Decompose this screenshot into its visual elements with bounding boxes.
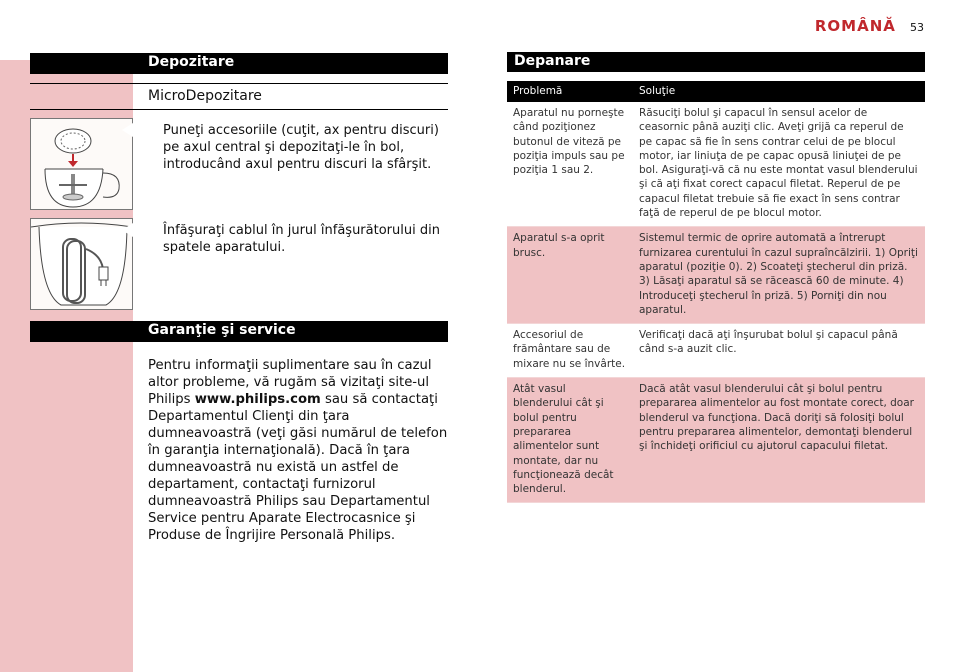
troubleshooting-title: Depanare	[514, 53, 591, 69]
storage-section-bar	[30, 53, 448, 74]
pointer-arrow	[122, 123, 133, 137]
storage-subtitle: MicroDepozitare	[148, 88, 262, 104]
divider	[30, 83, 448, 84]
table-row	[507, 324, 925, 378]
bowl-icon	[31, 119, 132, 209]
cord-wrap-illustration	[30, 218, 133, 310]
problem-cell: Atât vasul blenderului cât şi bolul pentru prepararea alimentelor sunt montate, dar nu funcţionează decât blenderul.	[507, 378, 633, 503]
solution-cell: Verificaţi dacă aţi înşurubat bolul şi capacul până când s-a auzit clic.	[633, 324, 925, 378]
guarantee-section-bar	[30, 321, 448, 342]
column-header-solution: Soluţie	[633, 81, 925, 102]
table-header-row	[507, 81, 925, 102]
problem-cell: Aparatul s-a oprit brusc.	[507, 227, 633, 324]
troubleshooting-table	[507, 81, 925, 503]
guarantee-title: Garanţie şi service	[148, 322, 296, 338]
pointer-arrow	[122, 223, 133, 237]
troubleshooting-section-bar	[507, 52, 925, 72]
storage-step-2: Înfăşuraţi cablul în jurul înfăşurătorului din spatele aparatului.	[163, 223, 440, 255]
storage-title: Depozitare	[148, 54, 235, 70]
guarantee-text-before: Pentru informaţii suplimentare sau în cazul altor probleme, vă rugăm să vizitaţi site-ul Philips	[148, 358, 432, 407]
page-number: 53	[910, 21, 924, 34]
table-row	[507, 102, 925, 227]
problem-cell: Aparatul nu porneşte când poziţionez butonul de viteză pe poziţia impuls sau pe poziţia 1 sau 2.	[507, 102, 633, 227]
column-header-problem: Problemă	[507, 81, 633, 102]
solution-cell: Sistemul termic de oprire automată a întrerupt furnizarea curentului în cazul supraîncălzirii. 1) Opriţi aparatul (poziţie 0). 2) Scoateţi ştecherul din priză. 3) Lăsaţi aparatul să se răcească 60 de minute. 4) Introduceţi ştecherul în priză. 5) Porniţi din nou aparatul.	[633, 227, 925, 324]
guarantee-text	[148, 357, 449, 544]
problem-cell: Accesoriul de frământare sau de mixare nu se învârte.	[507, 324, 633, 378]
table-row	[507, 227, 925, 324]
guarantee-text-after: sau să contactaţi Departamentul Clienţi din ţara dumneavoastră (veţi găsi numărul de telefon în garanţia internaţională). Dacă în ţara dumneavoastră nu există un astfel de departament, contactaţi furnizorul dumneavoastră Philips sau Departamentul Service pentru Aparate Electrocasnice şi Produse de Îngrijire Personală Philips.	[148, 392, 448, 543]
page-header	[815, 17, 924, 35]
divider	[30, 109, 448, 110]
table-row	[507, 378, 925, 503]
philips-website-link[interactable]: www.philips.com	[194, 392, 321, 407]
solution-cell: Răsuciţi bolul şi capacul în sensul acelor de ceasornic până auziţi clic. Aveţi grijă ca reperul de pe capac să fie în sens contrar celui de pe blocul motor, iar liniuţa de pe capac opusă liniuţei de pe bol. Asiguraţi-vă că nu este montat vasul blenderului şi că aţi fixat corect capacul filetat. Reperul de pe capacul filetat trebuie să fie exact în sens contrar faţă de reperul de pe blocul motor.	[633, 102, 925, 227]
bowl-accessories-illustration	[30, 118, 133, 210]
storage-step-1: Puneţi accesoriile (cuţit, ax pentru discuri) pe axul central şi depozitaţi-le în bol, introducând axul pentru discuri la sfârşit.	[163, 123, 439, 172]
cord-icon	[31, 219, 132, 309]
solution-cell: Dacă atât vasul blenderului cât şi bolul pentru prepararea alimentelor au fost montate corect, doar blenderul va funcţiona. Dacă doriţi să folosiţi bolul pentru prepararea alimentelor, demontaţi blenderul şi închideţi orificiul cu ajutorul capacului filetat.	[633, 378, 925, 503]
language-label: ROMÂNĂ	[814, 17, 896, 35]
